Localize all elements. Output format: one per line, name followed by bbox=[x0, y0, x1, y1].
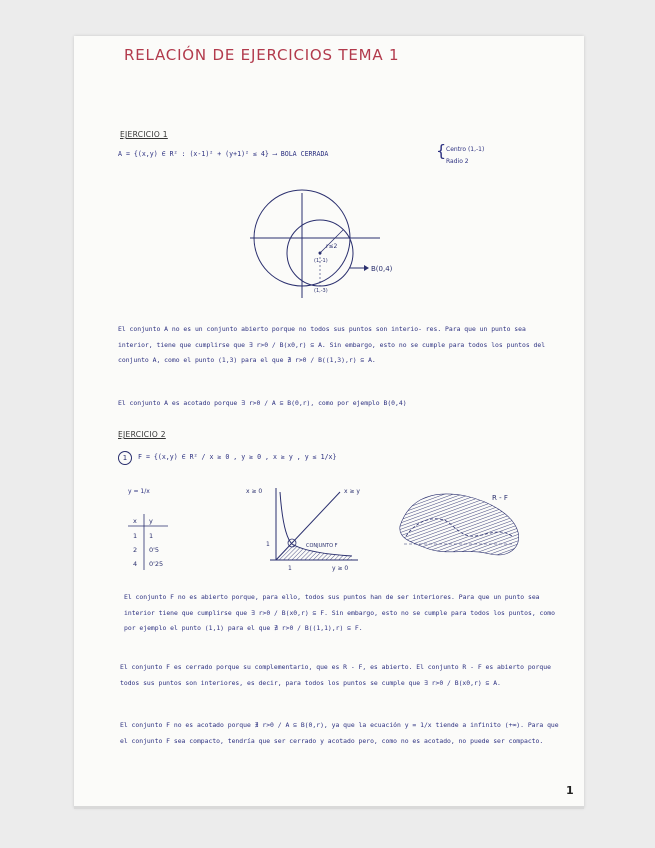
radius-value: Radio 2 bbox=[446, 158, 469, 165]
table-cell: 0'25 bbox=[149, 560, 164, 568]
table-cell: 1 bbox=[133, 532, 138, 540]
exercise-2-definition: F = {(x,y) ∈ R² / x ≥ 0 , y ≥ 0 , x ≥ y , y ≤ 1/x} bbox=[138, 453, 337, 461]
brace: { bbox=[436, 141, 447, 160]
item-number: 1 bbox=[118, 451, 132, 465]
y-ge-0-label: y ≥ 0 bbox=[332, 565, 349, 572]
ball-diagram bbox=[240, 188, 430, 300]
set-f-graph bbox=[240, 480, 380, 576]
conjunto-f-label: CONJUNTO F bbox=[306, 543, 338, 549]
bottom-point-label: (1,-3) bbox=[314, 288, 328, 294]
page-title: RELACIÓN DE EJERCICIOS TEMA 1 bbox=[124, 46, 400, 64]
radius-label: r≤2 bbox=[326, 243, 338, 250]
complement-region-sketch bbox=[396, 486, 536, 566]
table-header-y: y bbox=[149, 517, 153, 525]
one-y-label: 1 bbox=[266, 541, 270, 548]
function-label: y = 1/x bbox=[128, 488, 150, 495]
x-ge-0-label: x ≥ 0 bbox=[246, 488, 263, 495]
table-header-x: x bbox=[133, 517, 137, 525]
value-table bbox=[124, 512, 194, 572]
exercise-2-heading: EJERCICIO 2 bbox=[118, 430, 166, 439]
table-cell: 1 bbox=[149, 532, 154, 540]
x-ge-y-label: x ≥ y bbox=[344, 488, 360, 495]
region-label: R - F bbox=[492, 494, 508, 502]
page-bottom-edge bbox=[74, 806, 584, 809]
ball-label: B(0,4) bbox=[371, 265, 393, 273]
exercise-2-paragraph-2: El conjunto F es cerrado porque su complementario, que es R - F, es abierto. El conjunto R - F es abierto porque todos sus puntos son interiores, es decir, para todos los puntos se cumple que ∃ r>0 / B(x0,r) ⊆ A. bbox=[120, 663, 551, 687]
table-cell: 4 bbox=[133, 560, 138, 568]
exercise-1-definition: A = {(x,y) ∈ R² : (x-1)² + (y+1)² ≤ 4} ⟶ BOLA CERRADA bbox=[118, 150, 329, 158]
center-value: Centro (1,-1) bbox=[446, 146, 485, 153]
table-cell: 0'5 bbox=[149, 546, 160, 554]
table-cell: 2 bbox=[133, 546, 138, 554]
exercise-2-paragraph-3: El conjunto F no es acotado porque ∄ r>0 / A ⊆ B(0,r), ya que la ecuación y = 1/x tiende a infinito (+∞). Para que el conjunto F sea compacto, tendría que ser cerrado y acotado pero, como no es acotado, no puede ser compacto. bbox=[120, 721, 559, 745]
page-number: 1 bbox=[566, 784, 574, 797]
exercise-1-paragraph-2: El conjunto A es acotado porque ∃ r>0 / A ⊆ B(0,r), como por ejemplo B(0,4) bbox=[118, 399, 407, 407]
center-label: (1,-1) bbox=[314, 258, 328, 264]
exercise-1-heading: EJERCICIO 1 bbox=[120, 130, 168, 139]
exercise-2-paragraph-1: El conjunto F no es abierto porque, para ello, todos sus puntos han de ser interiores. Para que un punto sea interior tiene que cumplirse que ∃ r>0 / B(x0,r) ⊆ F. Sin embargo, esto no se cumple para todos los puntos, como por ejemplo el punto (1,1) para el que ∄ r>0 / B((1,1),r) ⊆ F. bbox=[124, 593, 555, 632]
one-x-label: 1 bbox=[288, 565, 292, 572]
exercise-1-paragraph-1: El conjunto A no es un conjunto abierto porque no todos sus puntos son interio- res. Para que un punto sea interior, tiene que cumplirse que ∃ r>0 / B(x0,r) ⊆ A. Sin embargo, esto no se cumple para todos los puntos del conjunto A, como el punto (1,3) para el que ∄ r>0 / B((1,3),r) ⊆ A. bbox=[118, 325, 546, 364]
